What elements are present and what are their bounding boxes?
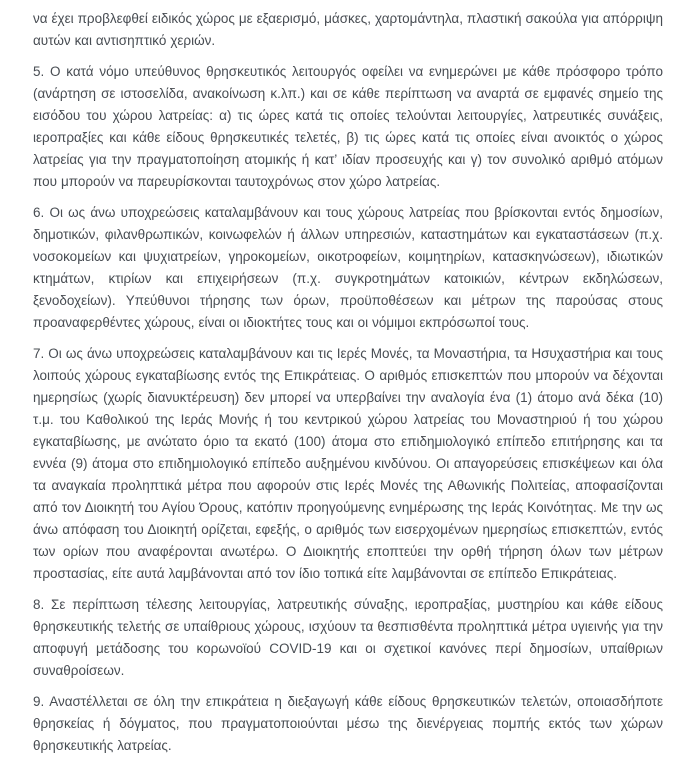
paragraph-item-8: 8. Σε περίπτωση τέλεσης λειτουργίας, λατρευτικής σύναξης, ιεροπραξίας, μυστηρίου και κάθε είδους θρησκευτικής τελετής σε υπαίθριους χώρους, ισχύουν τα θεσπισθέντα προληπτικά μέτρα υγιεινής για την αποφυγή μετάδοσης του κορωνοϊού COVID-19 και οι σχετικοί κανόνες περί δημοσίων, υπαίθριων συναθροίσεων.	[33, 597, 663, 678]
paragraph-item-5: 5. Ο κατά νόμο υπεύθυνος θρησκευτικός λειτουργός οφείλει να ενημερώνει με κάθε πρόσφορο τρόπο (ανάρτηση σε ιστοσελίδα, ανακοίνωση κ.λπ.) και σε κάθε περίπτωση να αναρτά σε εμφανές σημείο της εισόδου του χώρου λατρείας: α) τις ώρες κατά τις οποίες τελούνται λειτουργίες, λατρευτικές συνάξεις, ιεροπραξίες και κάθε είδους θρησκευτικές τελετές, β) τις ώρες κατά τις οποίες είναι ανοικτός ο χώρος λατρείας για την πραγματοποίηση ατομικής ή κατ’ ιδίαν προσευχής και γ) τον συνολικό αριθμό ατόμων που μπορούν να παρευρίσκονται ταυτοχρόνως στον χώρο λατρείας.	[33, 64, 663, 189]
paragraph-item-7: 7. Οι ως άνω υποχρεώσεις καταλαμβάνουν και τις Ιερές Μονές, τα Μοναστήρια, τα Ησυχαστήρια και τους λοιπούς χώρους εγκαταβίωσης εντός της Επικράτειας. Ο αριθμός επισκεπτών που μπορούν να δέχονται ημερησίως (χωρίς διανυκτέρευση) δεν μπορεί να υπερβαίνει την αναλογία ένα (1) άτομο ανά δέκα (10) τ.μ. του Καθολικού της Ιεράς Μονής ή του κεντρικού χώρου λατρείας του Μοναστηριού ή του χώρου εγκαταβίωσης, με ανώτατο όριο τα εκατό (100) άτομα στο επιδημιολογικό επίπεδο επιτήρησης και τα εννέα (9) άτομα στο επιδημιολογικό επίπεδο αυξημένου κινδύνου. Οι απαγορεύσεις επισκέψεων και όλα τα αναγκαία προληπτικά μέτρα που αφορούν στις Ιερές Μονές της Αθωνικής Πολιτείας, αποφασίζονται από τον Διοικητή του Αγίου Όρους, κατόπιν προηγούμενης ενημέρωσης της Ιεράς Κοινότητας. Με την ως άνω απόφαση του Διοικητή ορίζεται, εφεξής, ο αριθμός των εισερχομένων ημερησίως επισκεπτών, εντός των ορίων που αναφέρονται ανωτέρω. Ο Διοικητής εποπτεύει την ορθή τήρηση όλων των μέτρων προστασίας, είτε αυτά λαμβάνονται από τον ίδιο τοπικά είτε λαμβάνονται σε επίπεδο Επικράτειας.	[33, 346, 663, 581]
paragraph-item-6: 6. Οι ως άνω υποχρεώσεις καταλαμβάνουν και τους χώρους λατρείας που βρίσκονται εντός δημοσίων, δημοτικών, φιλανθρωπικών, κοινωφελών ή άλλων υπηρεσιών, καταστημάτων και εγκαταστάσεων (π.χ. νοσοκομείων και ψυχιατρείων, γηροκομείων, οικοτροφείων, κοιμητηρίων, κατασκηνώσεων), ιδιωτικών κτημάτων, κτιρίων και επιχειρήσεων (π.χ. συγκροτημάτων κατοικιών, κέντρων εκδηλώσεων, ξενοδοχείων). Υπεύθυνοι τήρησης των όρων, προϋποθέσεων και μέτρων της παρούσας στους προαναφερθέντες χώρους, είναι οι ιδιοκτήτες τους και οι νόμιμοι εκπρόσωποί τους.	[33, 205, 663, 330]
paragraph-intro-continuation: να έχει προβλεφθεί ειδικός χώρος με εξαερισμό, μάσκες, χαρτομάντηλα, πλαστική σακούλα για απόρριψη αυτών και αντισηπτικό χεριών.	[33, 11, 663, 48]
paragraph-item-9: 9. Αναστέλλεται σε όλη την επικράτεια η διεξαγωγή κάθε είδους θρησκευτικών τελετών, οποιασδήποτε θρησκείας ή δόγματος, που πραγματοποιούνται μέσω της διενέργειας πομπής εκτός των χώρων θρησκευτικής λατρείας.	[33, 694, 663, 753]
